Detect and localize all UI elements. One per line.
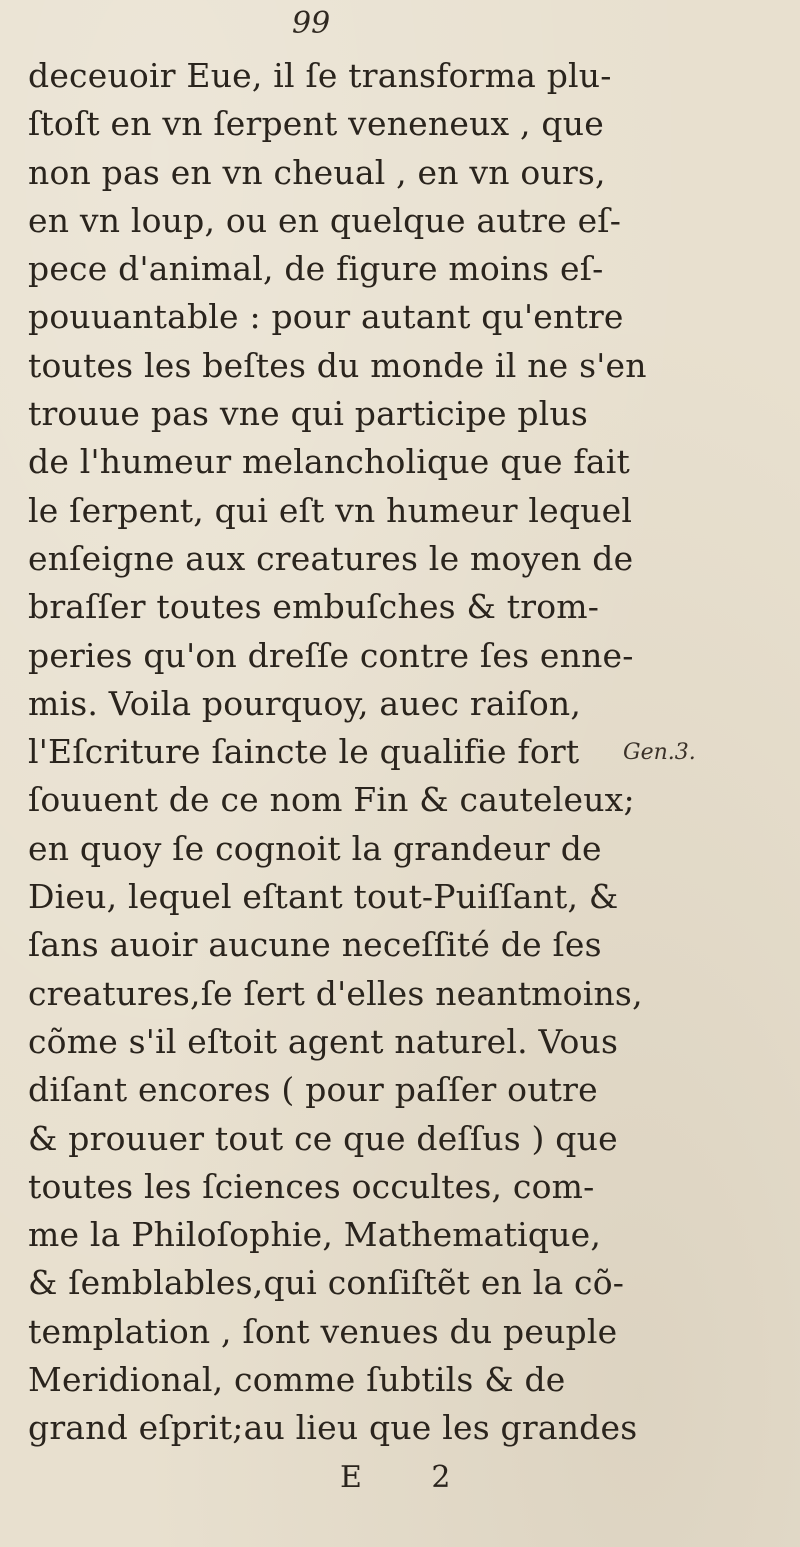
text-line: pece d'animal, de figure moins eſ- xyxy=(28,249,604,289)
text-line: deceuoir Eue, il ſe transforma plu- xyxy=(28,56,612,95)
text-line: Dieu, lequel eſtant tout-Puiſſant, & xyxy=(28,877,619,917)
text-line: me la Philoſophie, Mathematique, xyxy=(28,1215,602,1255)
text-line: en quoy ſe cognoit la grandeur de xyxy=(28,828,602,868)
text-line: braſſer toutes embuſches & trom- xyxy=(28,587,600,627)
text-line: non pas en vn cheual , en vn ours, xyxy=(28,152,606,192)
text-line: l'Eſcriture ſaincte le qualifie fort xyxy=(28,732,580,772)
margin-reference: Gen.3. xyxy=(623,740,696,765)
text-line: en vn loup, ou en quelque autre eſ- xyxy=(28,200,622,240)
text-line: templation , ſont venues du peuple xyxy=(28,1311,618,1351)
text-line: ſans auoir aucune neceſſité de ſes xyxy=(28,925,602,965)
text-line: mis. Voila pourquoy, auec raiſon, xyxy=(28,683,582,723)
text-line: de l'humeur melancholique que fait xyxy=(28,442,630,482)
text-line: ſtoſt en vn ſerpent veneneux , que xyxy=(28,104,604,144)
text-line: & prouuer tout ce que deſſus ) que xyxy=(28,1118,618,1158)
body-text xyxy=(28,52,668,1453)
text-line: diſant encores ( pour paſſer outre xyxy=(28,1070,598,1110)
text-line: & ſemblables,qui conſiſtẽt en la cõ- xyxy=(28,1263,625,1303)
text-line: grand eſprit;au lieu que les grandes xyxy=(28,1408,638,1448)
text-line: toutes les ſciences occultes, com- xyxy=(28,1166,595,1206)
text-line: trouue pas vne qui participe plus xyxy=(28,394,589,434)
text-line: Meridional, comme ſubtils & de xyxy=(28,1360,566,1400)
text-line: creatures,ſe ſert d'elles neantmoins, xyxy=(28,973,643,1013)
text-line: peries qu'on dreſſe contre ſes enne- xyxy=(28,635,634,675)
text-line: toutes les beſtes du monde il ne s'en xyxy=(28,345,647,385)
text-line: enſeigne aux creatures le moyen de xyxy=(28,538,634,578)
text-line: pouuantable : pour autant qu'entre xyxy=(28,297,624,337)
text-line: le ſerpent, qui eſt vn humeur lequel xyxy=(28,490,633,530)
page-number: 99 xyxy=(292,6,331,41)
text-line: ſouuent de ce nom Fin & cauteleux; xyxy=(28,780,635,820)
text-line: cõme s'il eſtoit agent naturel. Vous xyxy=(28,1021,619,1061)
signature-mark: E 2 xyxy=(340,1460,481,1495)
